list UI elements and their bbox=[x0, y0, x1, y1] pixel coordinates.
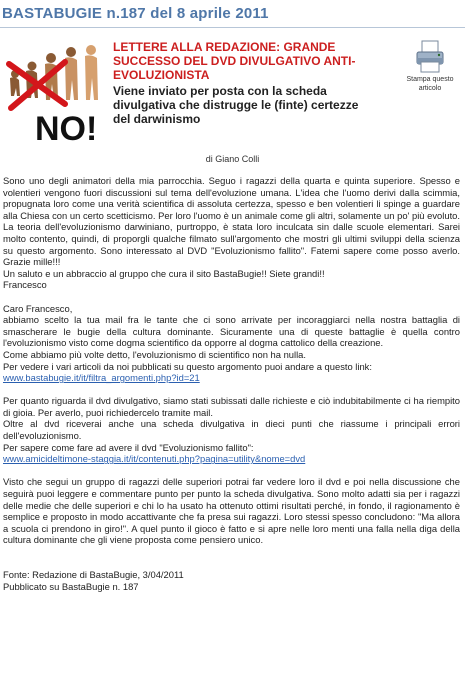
article-author: di Giano Colli bbox=[205, 154, 260, 164]
printer-icon bbox=[415, 40, 445, 74]
reply-paragraph-4: Per quanto riguarda il dvd divulgativo, siamo stati subissati dalle richieste e ciò indubitabilmente ci ha riempito di gioia. Per averlo, puoi richiedercelo tramite mail. bbox=[3, 395, 460, 418]
brand-rest: ASTA bbox=[13, 5, 54, 22]
brand-initial: B bbox=[2, 5, 14, 22]
reply-paragraph-3: Per vedere i vari articoli da noi pubblicati su questo argomento puoi andare a questo link: bbox=[3, 360, 372, 372]
reply-paragraph-7: Visto che segui un gruppo di ragazzi delle superiori potrai far vedere loro il dvd e poi nella discussione che seguirà puoi leggere e commentare punto per punto la scheda divulgativa. Sono molto adatti sia per i ragazzi delle medie che delle superiori e chi lo ha usato ha ottenuto ottimi risultati perché, in fondo, il ragionamento è semplice e proposto in modo accattivante che fa presa sui ragazzi. Loro stessi spesso concludono: "Ma allora a scuola ci prendono in giro!". A quel punto il gioco è fatto e si apre nelle loro menti una falla nella diga della cultura dominante che gli viene proposta come pensiero unico. bbox=[3, 476, 460, 546]
letter-paragraph-2: Un saluto e un abbraccio al gruppo che cura il sito BastaBugie!! Siete grandi!! bbox=[3, 267, 325, 279]
reply-paragraph-6: Per sapere come fare ad avere il dvd "Evoluzionismo fallito": bbox=[3, 441, 254, 453]
link-dvd[interactable]: www.amicideltimone-staggia.it/it/contenuti.php?pagina=utility&nome=dvd bbox=[3, 453, 306, 465]
site-title[interactable] bbox=[2, 5, 269, 22]
brand-rest-2: UGIE bbox=[64, 5, 103, 22]
reply-greeting: Caro Francesco, bbox=[3, 302, 73, 314]
no-lettering: NO! bbox=[35, 110, 98, 148]
reply-paragraph-1: abbiamo scelto la tua mail fra le tante che ci sono arrivate per incoraggiarci nella nostra battaglia di smascherare le bugie della cultura dominante. Sicuramente una di queste battaglie è quella contro l'evoluzionismo visto come dogma scientifico da opporre al dogma cattolico della creazione. bbox=[3, 314, 460, 349]
reply-paragraph-2: Come abbiamo più volte detto, l'evoluzionismo di scientifico non ha nulla. bbox=[3, 348, 307, 360]
published-line: Pubblicato su BastaBugie n. 187 bbox=[3, 580, 139, 592]
article-title: LETTERE ALLA REDAZIONE: GRANDE SUCCESSO DEL DVD DIVULGATIVO ANTI-EVOLUZIONISTA bbox=[113, 40, 356, 82]
source-line: Fonte: Redazione di BastaBugie, 3/04/2011 bbox=[3, 569, 184, 581]
reply-paragraph-5: Oltre al dvd riceverai anche una scheda divulgativa in dieci punti che riassume i principali errori dell'evoluzionismo. bbox=[3, 418, 460, 442]
brand-initial-2: B bbox=[53, 5, 65, 22]
letter-signature: Francesco bbox=[3, 279, 47, 291]
link-argomenti[interactable]: www.bastabugie.it/it/filtra_argomenti.php?id=21 bbox=[3, 372, 200, 384]
issue-label: n.187 del 8 aprile 2011 bbox=[102, 5, 269, 22]
article-body bbox=[3, 175, 460, 592]
print-label: Stampa questo articolo bbox=[406, 76, 454, 92]
article-subtitle: Viene inviato per posta con la scheda divulgativa che distrugge le (finte) certezze del darwinismo bbox=[113, 84, 359, 126]
print-article-button[interactable] bbox=[398, 40, 462, 93]
page-header bbox=[0, 0, 465, 28]
article-image bbox=[5, 44, 113, 148]
letter-paragraph-1: Sono uno degli animatori della mia parrocchia. Seguo i ragazzi della quarta e quinta superiore. Spesso e volentieri vengono fuori discussioni sul tema dell'evoluzione umana. L'idea che l'uomo derivi dalla scimmia, propugnata loro come una verità scientifica di assoluta certezza, spesso e ben volentieri li spinge a guardare alla Chiesa con un certo scetticismo. Per loro l'uomo è un animale come gli altri, solamente un po' più evoluto. La teoria dell'evoluzionismo darwiniano, purtroppo, è stata loro inculcata sin dalle scuole elementari. Sarei molto contento, quindi, di proporgli qualche filmato sull'argomento che mostri gli ultimi sviluppi della scienza su questo argomento. Sono interessato al DVD "Evoluzionismo fallito". Fatemi sapere come posso averlo. Grazie mille!!! bbox=[3, 175, 460, 268]
